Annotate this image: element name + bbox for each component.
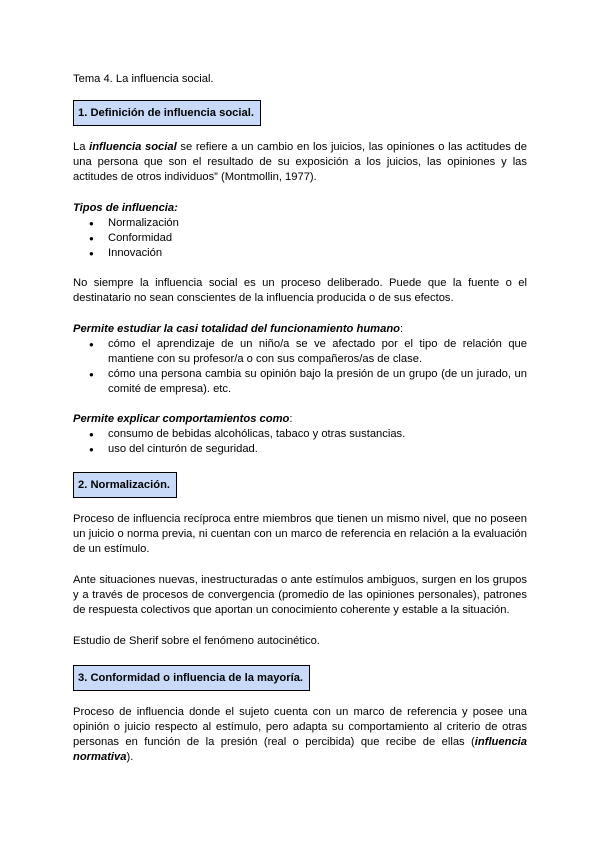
section-heading-normalizacion: 2. Normalización.	[73, 472, 177, 498]
definition-text-post: se refiere a un cambio en los juicios, las opiniones o las actitudes de una persona que son el resultado de su exposición a los juicios, las opiniones y las actitudes de otros individuos” (Montmollin, 1977).	[73, 141, 528, 183]
permite-estudiar-list	[73, 337, 527, 397]
normalizacion-paragraph-2: Ante situaciones nuevas, inestructuradas o ante estímulos ambiguos, surgen en los grupos y a través de procesos de convergencia (promedio de las opiniones personales), patrones de respuesta colectivos que aportan un conocimiento coherente y estable a la situación.	[73, 574, 527, 616]
conformidad-term: influencia normativa	[73, 736, 527, 763]
permite-estudiar-text: Permite estudiar la casi totalidad del funcionamiento humano	[73, 323, 400, 335]
list-item: ● Innovación	[108, 246, 527, 261]
list-item: ● Normalización	[108, 216, 527, 231]
permite-estudiar-label	[73, 322, 527, 337]
list-item: ● consumo de bebidas alcohólicas, tabaco y otras sustancias.	[108, 427, 527, 442]
definition-text-pre: La	[73, 141, 90, 153]
colon: :	[289, 413, 293, 425]
section-heading-conformidad: 3. Conformidad o influencia de la mayoría.	[73, 665, 310, 691]
normalizacion-paragraph-1: Proceso de influencia recíproca entre miembros que tienen un mismo nivel, que no poseen un juicio o norma previa, ni cuentan con un marco de referencia en relación a la evaluación de un estímulo.	[73, 513, 527, 555]
doc-title: Tema 4. La influencia social.	[73, 73, 214, 85]
list-item: ● Conformidad	[108, 231, 527, 246]
conformidad-paragraph	[73, 705, 527, 765]
tipos-list	[73, 216, 527, 261]
deliberado-paragraph: No siempre la influencia social es un proceso deliberado. Puede que la fuente o el destinatario no sean conscientes de la influencia producida o de sus efectos.	[73, 277, 527, 304]
section-heading-definicion: 1. Definición de influencia social.	[73, 100, 261, 126]
list-item: ● uso del cinturón de seguridad.	[108, 442, 527, 457]
conformidad-text-pre: Proceso de influencia donde el sujeto cuenta con un marco de referencia y posee una opinión o juicio respecto al estímulo, pero adapta su comportamiento al criterio de otras personas en función de la presión (real o percibida) que recibe de ellas (	[73, 706, 527, 748]
list-item: ● cómo el aprendizaje de un niño/a se ve afectado por el tipo de relación que mantiene con su profesor/a o con sus compañeros/as de clase.	[108, 337, 527, 367]
document-page	[73, 72, 527, 781]
permite-explicar-list	[73, 427, 527, 457]
normalizacion-paragraph-3: Estudio de Sherif sobre el fenómeno autocinético.	[73, 635, 320, 647]
permite-explicar-text: Permite explicar comportamientos como	[73, 413, 290, 425]
tipos-label: Tipos de influencia:	[73, 202, 178, 214]
definition-paragraph	[73, 140, 527, 185]
permite-explicar-label	[73, 412, 527, 427]
conformidad-text-post: ).	[126, 751, 134, 763]
definition-term: influencia social	[89, 141, 177, 153]
list-item: ● cómo una persona cambia su opinión bajo la presión de un grupo (de un jurado, un comité de empresa). etc.	[108, 367, 527, 397]
colon: :	[400, 323, 404, 335]
